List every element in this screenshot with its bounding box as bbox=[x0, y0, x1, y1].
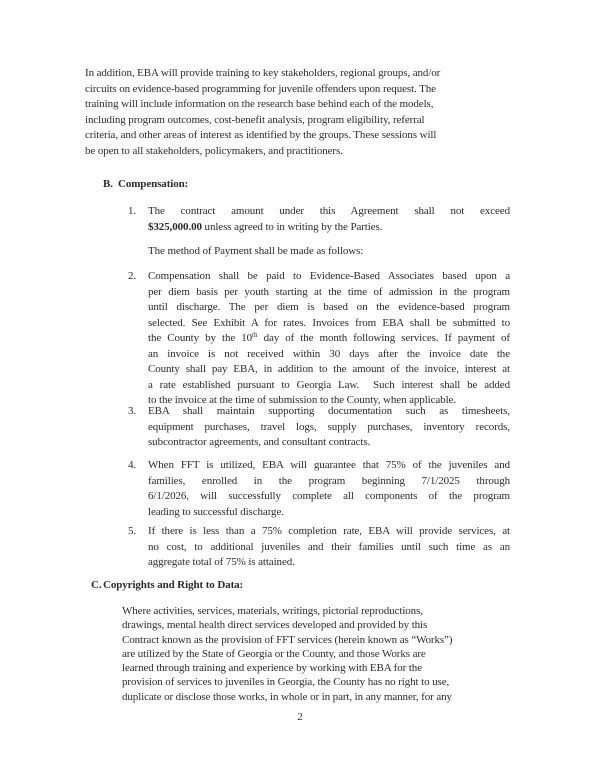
section-b-label: B. bbox=[103, 178, 113, 190]
text-line: to the invoice at the time of submission to the County, when applicable. bbox=[148, 394, 456, 406]
text-line: subcontractor agreements, and consultant contracts. bbox=[148, 436, 371, 448]
text-line: The contract amount under this Agreement shall not exceed bbox=[148, 205, 510, 217]
list-item-5-text bbox=[148, 524, 510, 571]
list-item-2-text bbox=[148, 269, 510, 409]
text-line: circuits on evidence-based programming for juvenile offenders upon request. The bbox=[85, 82, 436, 95]
section-c-label: C. bbox=[91, 579, 102, 591]
text-line: criteria, and other areas of interest as identified by the groups. These sessions will bbox=[85, 129, 437, 141]
text-line: the County by the 10th day of the month following services. If payment of bbox=[148, 331, 510, 344]
text-line: Where activities, services, materials, writings, pictorial reproductions, bbox=[122, 605, 423, 617]
section-c-paragraph bbox=[122, 604, 514, 704]
list-item-5-number: 5. bbox=[128, 525, 137, 537]
text-line: $325,000.00 unless agreed to in writing by the Parties. bbox=[148, 220, 383, 233]
list-item-1-number: 1. bbox=[128, 205, 137, 217]
text-line: In addition, EBA will provide training to key stakeholders, regional groups, and/or bbox=[85, 67, 441, 79]
text-line: duplicate or disclose those works, in whole or in part, in any manner, for any bbox=[122, 690, 452, 703]
intro-paragraph bbox=[85, 66, 517, 159]
text-line: be open to all stakeholders, policymakers, and practitioners. bbox=[85, 144, 343, 157]
text-line: 6/1/2026, will successfully complete all components of the program bbox=[148, 490, 510, 502]
text-line: provision of services to juveniles in Georgia, the County has no right to use, bbox=[122, 676, 450, 689]
text-line: training will include information on the research base behind each of the models, bbox=[85, 98, 434, 110]
text-line: Compensation shall be paid to Evidence-Based Associates based upon a bbox=[148, 270, 510, 282]
list-item-1 bbox=[128, 204, 510, 235]
text-line: an invoice is not received within 30 days after the invoice date the bbox=[148, 347, 510, 360]
text-line: equipment purchases, travel logs, supply purchases, inventory records, bbox=[148, 420, 510, 433]
text-line: until discharge. The per diem is based on the evidence-based program bbox=[148, 301, 510, 313]
text-line: drawings, mental health direct services developed and provided by this bbox=[122, 619, 428, 632]
list-item-2-number: 2. bbox=[128, 270, 137, 282]
text-line: EBA shall maintain supporting documentation such as timesheets, bbox=[148, 405, 510, 417]
list-item-2 bbox=[128, 269, 510, 409]
list-item-3 bbox=[128, 404, 510, 451]
text-line: families, enrolled in the program beginning 7/1/2025 through bbox=[148, 474, 510, 487]
page-number: 2 bbox=[297, 711, 303, 723]
list-item-4-number: 4. bbox=[128, 459, 137, 471]
text-line: per diem basis per youth starting at the time of admission in the program bbox=[148, 285, 510, 298]
list-item-4-text bbox=[148, 458, 510, 520]
text-line: a rate established pursuant to Georgia Law. Such interest shall be added bbox=[148, 378, 510, 391]
text-line: including program outcomes, cost-benefit analysis, program eligibility, referral bbox=[85, 113, 425, 126]
text-line: County shall pay EBA, in addition to the amount of the invoice, interest at bbox=[148, 363, 510, 375]
text-line: If there is less than a 75% completion rate, EBA will provide services, at bbox=[148, 525, 510, 537]
text-line: When FFT is utilized, EBA will guarantee that 75% of the juveniles and bbox=[148, 459, 510, 471]
section-b-title: Compensation: bbox=[118, 178, 189, 190]
list-item-4 bbox=[128, 458, 510, 520]
text-line: selected. See Exhibit A for rates. Invoices from EBA shall be submitted to bbox=[148, 316, 510, 329]
section-c-title: Copyrights and Right to Data: bbox=[103, 579, 244, 591]
text-line: Contract known as the provision of FFT services (herein known as “Works”) bbox=[122, 633, 453, 646]
text-line: are utilized by the State of Georgia or the County, and those Works are bbox=[122, 647, 426, 660]
list-item-1-text bbox=[148, 204, 510, 235]
text-line: learned through training and experience by working with EBA for the bbox=[122, 662, 422, 675]
text-line: leading to successful discharge. bbox=[148, 505, 284, 518]
text-line: aggregate total of 75% is attained. bbox=[148, 556, 295, 568]
text-line: no cost, to additional juveniles and their families until such time as an bbox=[148, 540, 510, 553]
list-item-5 bbox=[128, 524, 510, 571]
list-item-3-text bbox=[148, 404, 510, 451]
payment-method-line: The method of Payment shall be made as follows: bbox=[148, 245, 364, 257]
section-c-heading bbox=[91, 578, 243, 594]
list-item-3-number: 3. bbox=[128, 405, 137, 417]
section-b-heading bbox=[103, 177, 188, 193]
